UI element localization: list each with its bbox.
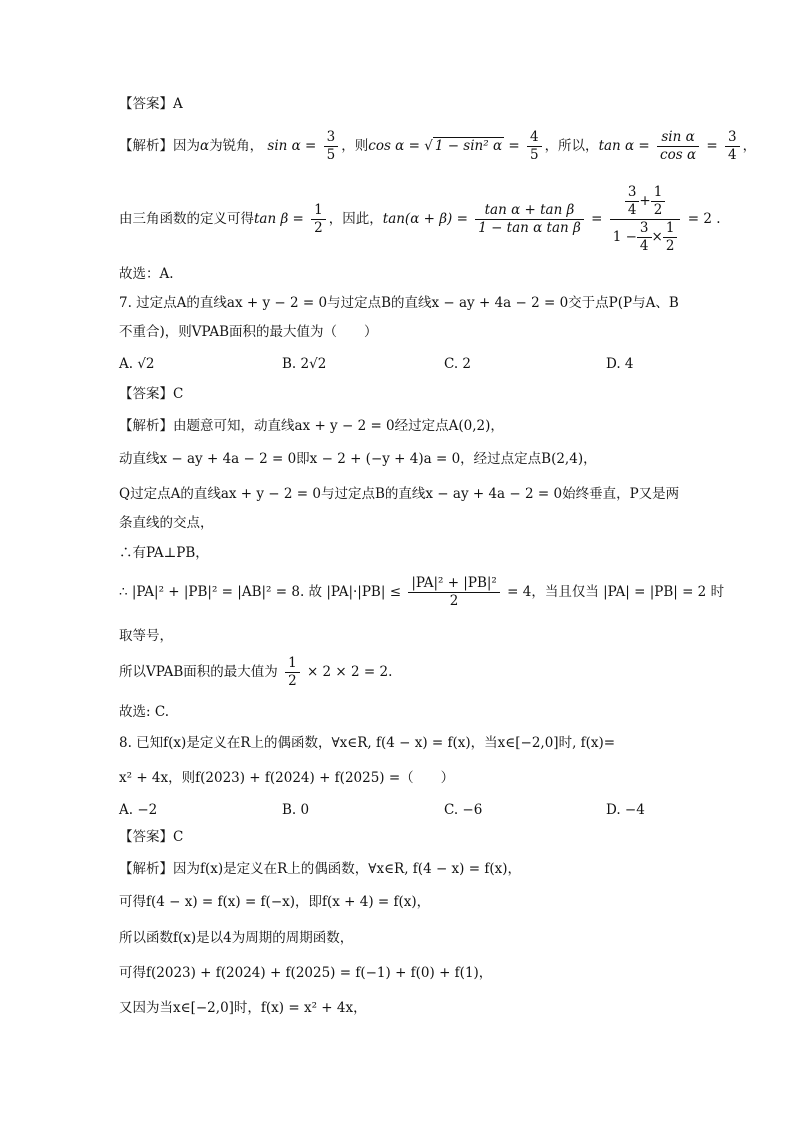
q8-option-c: C. −6 [444, 802, 483, 818]
fraction-4-5: $\frac{4}{5}$ [527, 129, 542, 164]
q8-option-d: D. −4 [606, 802, 645, 818]
q7-option-a: A. √2 [119, 356, 155, 372]
fraction-1-2: $\frac{1}{2}$ [311, 202, 326, 237]
q7-explanation-line4: 条直线的交点， [119, 515, 214, 531]
fraction-tan-sum: $\frac{\text{tan α + tan β}}{\text{1 − tan α tan β}}$ [475, 202, 584, 237]
q7-explanation-line6: ∴ |PA|² + |PB|² = |AB|² = 8. 故 |PA|·|PB| ≤ $\frac{\text{|PA|² + |PB|²}}{2}$ = 4，当且仅当 |PA| = |PB| = 2 时 [119, 575, 725, 609]
fraction-3-5: $\frac{3}{5}$ [324, 129, 339, 164]
q8-explanation-line1: 【解析】因为f(x)是定义在R上的偶函数，∀x∈R, f(4 − x) = f(x)， [119, 861, 521, 877]
q7-explanation-line7: 取等号， [119, 628, 173, 644]
fraction-sin-cos: $\frac{\text{sin α}}{\text{cos α}}$ [657, 129, 699, 164]
q7-conclusion: 故选: C. [119, 704, 169, 720]
q6-answer: 【答案】A [119, 96, 183, 112]
q7-explanation-line1: 【解析】由题意可知，动直线ax + y − 2 = 0经过定点A(0,2)， [119, 418, 504, 434]
q8-explanation-line2: 可得f(4 − x) = f(x) = f(−x)，即f(x + 4) = f(x)， [119, 894, 431, 910]
q7-option-c: C. 2 [444, 356, 472, 372]
q8-option-a: A. −2 [119, 802, 158, 818]
q7-answer: 【答案】C [119, 386, 184, 402]
q8-option-b: B. 0 [282, 802, 310, 818]
fraction-sum-squares: $\frac{\text{|PA|² + |PB|²}}{2}$ [408, 575, 500, 610]
q7-explanation-line2: 动直线x − ay + 4a − 2 = 0即x − 2 + (−y + 4)a = 0，经过点定点B(2,4)， [119, 451, 597, 467]
q6-explanation-line1: 【解析】因为α为锐角， sin α = $\frac{3}{5}$ ，则cos α = √ 1 − sin² α = $\frac{4}{5}$ ，所以，tan α = $\frac{\text{sin α}}{\text{cos α}}$ = $\frac{3}{4}$ ， [119, 129, 757, 163]
q6-explanation-line2: 由三角函数的定义可得tan β = $\frac{1}{2}$ ，因此，tan(α + β) = $\frac{\text{tan α + tan β}}{\text{1 − tan α tan β}}$ = $\frac{3}{4}$ + $\frac{1}{2}$ 1 − $\frac{3}{4}$ × $\frac{1}{2}$ = 2 . [119, 184, 721, 254]
q8-explanation-line3: 所以函数f(x)是以4为周期的周期函数， [119, 930, 354, 946]
fraction-3-4: $\frac{3}{4}$ [725, 129, 740, 164]
explanation-label: 【解析】 [119, 138, 173, 154]
q7-option-d: D. 4 [606, 356, 634, 372]
q7-option-b: B. 2√2 [282, 356, 327, 372]
q7-explanation-line5: ∴有PA⊥PB， [119, 545, 209, 561]
q8-stem-line1: 8. 已知f(x)是定义在R上的偶函数，∀x∈R, f(4 − x) = f(x)，当x∈[−2,0]时, f(x)= [119, 735, 616, 751]
q8-explanation-line4: 可得f(2023) + f(2024) + f(2025) = f(−1) + f(0) + f(1)， [119, 965, 493, 981]
compound-fraction: $\frac{3}{4}$ + $\frac{1}{2}$ 1 − $\frac{3}{4}$ × $\frac{1}{2}$ [610, 184, 681, 255]
q8-answer: 【答案】C [119, 829, 184, 845]
q7-stem-line1: 7. 过定点A的直线ax + y − 2 = 0与过定点B的直线x − ay + 4a − 2 = 0交于点P(P与A、B [119, 295, 679, 311]
q7-explanation-line3: Q过定点A的直线ax + y − 2 = 0与过定点B的直线x − ay + 4a − 2 = 0始终垂直，P又是两 [119, 486, 680, 502]
q6-conclusion: 故选：A. [119, 266, 174, 282]
q7-explanation-line8: 所以VPAB面积的最大值为 $\frac{1}{2}$ × 2 × 2 = 2. [119, 655, 393, 689]
q8-stem-line2: x² + 4x，则f(2023) + f(2024) + f(2025) =（ ） [119, 770, 455, 786]
q7-stem-line2: 不重合)，则VPAB面积的最大值为（ ） [119, 324, 378, 340]
fraction-half: $\frac{1}{2}$ [285, 655, 300, 690]
sqrt-expression: √ 1 − sin² α [424, 138, 503, 154]
q8-explanation-line5: 又因为当x∈[−2,0]时，f(x) = x² + 4x， [119, 1000, 367, 1016]
